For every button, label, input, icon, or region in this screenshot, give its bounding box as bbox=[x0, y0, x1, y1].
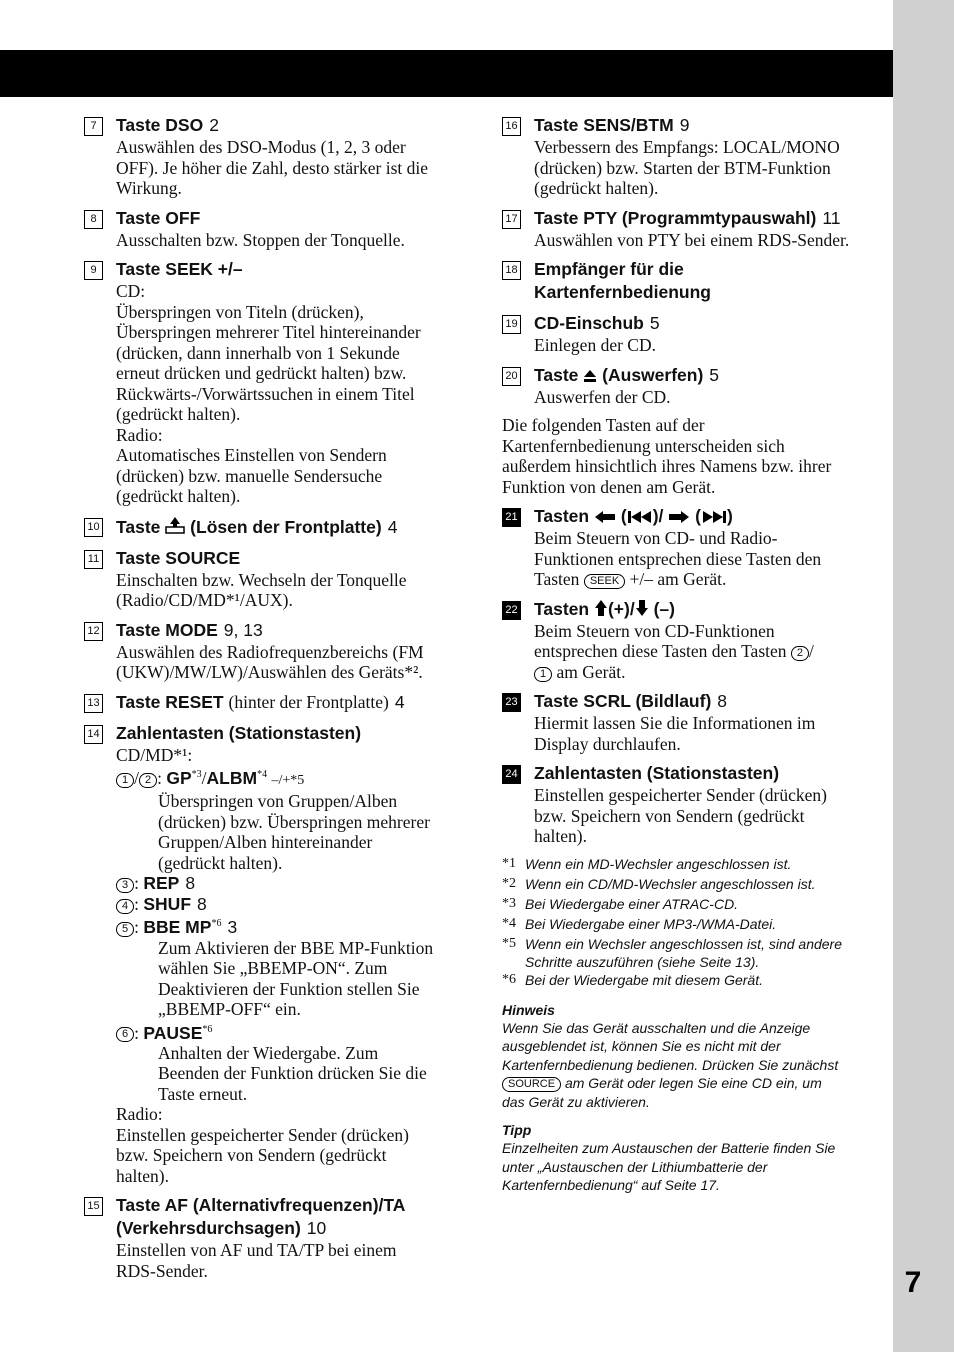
item-body: Einstellen gespeicherter Sender (drücken) bzw. Speichern von Sendern (gedrückt halten). bbox=[534, 785, 827, 846]
item-title: Taste OFF bbox=[116, 207, 201, 228]
seek-key: SEEK bbox=[584, 574, 625, 589]
key-1: 1 bbox=[116, 773, 134, 788]
item-24 bbox=[502, 762, 884, 847]
item-22 bbox=[502, 598, 884, 683]
item-body: Verbessern des Empfangs: LOCAL/MONO (drücken) bzw. Starten der BTM-Funktion (gedrückt halten). bbox=[534, 137, 840, 198]
footnote: *2 Wenn ein CD/MD-Wechsler angeschlossen ist. bbox=[502, 875, 816, 892]
item-title: Taste SENS/BTM 9 bbox=[534, 115, 690, 135]
item-number: 16 bbox=[502, 117, 521, 136]
item-16 bbox=[502, 114, 884, 199]
key-4: 4 bbox=[116, 899, 134, 914]
item-title: Zahlentasten (Stationstasten) bbox=[116, 722, 362, 743]
item-body: Beim Steuern von CD-Funktionen entsprechen diese Tasten den Tasten 2 / 1 am Gerät. bbox=[534, 620, 814, 682]
item-title: Taste SEEK +/– bbox=[116, 259, 243, 279]
previous-track-icon bbox=[627, 510, 653, 524]
item-body: Ausschalten bzw. Stoppen der Tonquelle. bbox=[116, 229, 405, 250]
item-title: Empfänger für die Kartenfernbedienung bbox=[534, 259, 711, 302]
item-number: 11 bbox=[84, 550, 103, 569]
item-number: 12 bbox=[84, 622, 103, 641]
item-body: Einschalten bzw. Wechseln der Tonquelle (Radio/CD/MD*¹/AUX). bbox=[116, 569, 407, 610]
item-9 bbox=[84, 258, 462, 507]
page-number: 7 bbox=[904, 1266, 922, 1299]
item-21 bbox=[502, 505, 884, 590]
item-title: Taste PTY (Programmtypauswahl) 11 bbox=[534, 207, 841, 228]
footnote: *6 Bei der Wiedergabe mit diesem Gerät. bbox=[502, 971, 763, 988]
item-number: 17 bbox=[502, 210, 521, 229]
item-7 bbox=[84, 114, 462, 199]
item-number: 8 bbox=[84, 210, 103, 229]
item-body: Beim Steuern von CD- und Radio- Funktionen entsprechen diese Tasten den Tasten SEEK +/– am Gerät. bbox=[534, 528, 822, 589]
item-number: 7 bbox=[84, 117, 103, 136]
item-body: Einstellen von AF und TA/TP bei einem RDS-Sender. bbox=[116, 1240, 397, 1281]
page-edge-strip bbox=[893, 0, 954, 1352]
item-title: Taste RESET (hinter der Frontplatte) 4 bbox=[116, 691, 405, 712]
item-10 bbox=[84, 515, 462, 539]
footnote: *4 Bei Wiedergabe einer MP3-/WMA-Datei. bbox=[502, 915, 777, 932]
item-number: 18 bbox=[502, 261, 521, 280]
item-body: Auswählen des Radiofrequenzbereichs (FM (UKW)/MW/LW)/Auswählen des Geräts*². bbox=[116, 641, 424, 682]
item-title: Taste SCRL (Bildlauf) 8 bbox=[534, 691, 728, 711]
key-5: 5 bbox=[116, 922, 134, 937]
hinweis-heading: Hinweis bbox=[502, 1001, 555, 1018]
item-body: Auswählen von PTY bei einem RDS-Sender. bbox=[534, 229, 850, 250]
item-17 bbox=[502, 207, 884, 251]
item-number: 15 bbox=[84, 1197, 103, 1216]
item-body: Hiermit lassen Sie die Informationen im Display durchlaufen. bbox=[534, 713, 816, 754]
footnote: *1 Wenn ein MD-Wechsler angeschlossen ist. bbox=[502, 855, 792, 872]
item-20 bbox=[502, 364, 884, 408]
item-body: Auswerfen der CD. bbox=[534, 386, 671, 407]
footnote: *5 Wenn ein Wechsler angeschlossen ist, sind andere Schritte auszuführen (siehe Seite 13). bbox=[502, 935, 842, 970]
item-number: 10 bbox=[84, 518, 103, 537]
item-title: Taste (Lösen der Frontplatte) 4 bbox=[116, 516, 398, 537]
tipp-text: Einzelheiten zum Austauschen der Batterie finden Sie unter „Austauschen der Lithiumbatterie der Kartenfernbedienung“ auf Seite 17. bbox=[502, 1140, 836, 1193]
item-number: 24 bbox=[502, 765, 521, 784]
tipp-heading: Tipp bbox=[502, 1122, 532, 1138]
item-body: Einlegen der CD. bbox=[534, 335, 656, 355]
arrow-right-icon bbox=[668, 510, 690, 524]
source-key: SOURCE bbox=[502, 1077, 561, 1092]
next-track-icon bbox=[701, 510, 727, 524]
item-13 bbox=[84, 691, 462, 714]
footnote: *3 Bei Wiedergabe einer ATRAC-CD. bbox=[502, 895, 739, 912]
item-12 bbox=[84, 619, 462, 683]
key-6: 6 bbox=[116, 1027, 134, 1042]
key-2: 2 bbox=[791, 646, 809, 661]
item-number: 23 bbox=[502, 693, 521, 712]
arrow-left-icon bbox=[594, 510, 616, 524]
item-body: Auswählen des DSO-Modus (1, 2, 3 oder OFF). Je höher die Zahl, desto stärker ist die Wirkung. bbox=[116, 137, 429, 198]
item-number: 22 bbox=[502, 601, 521, 620]
item-8 bbox=[84, 207, 462, 251]
arrow-down-icon bbox=[635, 599, 649, 617]
header-bar bbox=[0, 50, 893, 97]
item-number: 21 bbox=[502, 508, 521, 527]
key-2: 2 bbox=[139, 773, 157, 788]
item-title: CD-Einschub 5 bbox=[534, 313, 660, 333]
item-15 bbox=[84, 1194, 462, 1281]
eject-icon bbox=[583, 369, 597, 383]
item-number: 9 bbox=[84, 261, 103, 280]
item-number: 13 bbox=[84, 694, 103, 713]
item-title: Zahlentasten (Stationstasten) bbox=[534, 763, 780, 783]
key-1: 1 bbox=[534, 667, 552, 682]
item-title: Tasten (+)/ (–) bbox=[534, 598, 675, 619]
left-column bbox=[84, 114, 462, 1289]
item-title: Tasten ( )/ ( ) bbox=[534, 506, 733, 526]
hinweis-text: Wenn Sie das Gerät ausschalten und die Anzeige ausgeblendet ist, können Sie es nicht mit der Kartenfernbedienung bedienen. Drücken Sie zunächst SOURCE am Gerät oder legen Sie eine CD ein, um das Gerät zu aktivieren. bbox=[502, 1019, 839, 1110]
item-18 bbox=[502, 258, 884, 304]
key-3: 3 bbox=[116, 878, 134, 893]
remote-intro-paragraph: Die folgenden Tasten auf der Kartenfernbedienung unterscheiden sich außerdem hinsichtlich ihres Namens bzw. ihrer Funktion von denen am Gerät. bbox=[502, 415, 832, 497]
item-title: Taste DSO 2 bbox=[116, 115, 219, 135]
item-title: Taste AF (Alternativfrequenzen)/TA (Verkehrsdurchsagen) 10 bbox=[116, 1195, 406, 1239]
item-body: CD: Überspringen von Titeln (drücken), Überspringen mehrerer Titel hintereinander (drücken, dann innerhalb von 1 Sekunde erneut drücken und gedrückt halten) bzw. Rückwärts-/Vorwärtssuchen in einem Titel (gedrückt halten). Radio: Automatisches Einstellen von Sendern (drücken) bzw. manuelle Sendersuche (gedrückt halten). bbox=[116, 281, 421, 506]
item-19 bbox=[502, 312, 884, 356]
release-faceplate-icon bbox=[165, 515, 185, 535]
item-number: 14 bbox=[84, 725, 103, 744]
item-14 bbox=[84, 722, 462, 1187]
item-body: CD/MD*¹: 1 / 2 : GP$^{*3}$/ALBM$^{*4}$ –/+*5 Überspringen von Gruppen/Alben (drücken) bzw. Überspringen mehrerer Gruppen/Alben hintereinander (gedrückt halten). 3 : REP 8 4 : SHUF 8 5 : BBE MP$^{*6}$ 3 Zum Aktivieren der BBE MP-Funktion wählen Sie „BBEMP-ON“. Zum Deaktivieren der Funktion stellen Sie „BBEMP-OFF“ ein. 6 : PAUSE$^{*6}$ Anhalten der Wiedergabe. Zum Beenden der Funktion drücken Sie die Taste erneut. Radio: Einstellen gespeicherter Sender (drücken) bzw. Speichern von Sendern (gedrückt halten). bbox=[116, 744, 434, 1186]
arrow-up-icon bbox=[594, 599, 608, 617]
item-number: 20 bbox=[502, 367, 521, 386]
item-11 bbox=[84, 547, 462, 611]
item-title: Taste SOURCE bbox=[116, 547, 241, 568]
footnotes bbox=[502, 855, 884, 991]
item-title: Taste MODE 9, 13 bbox=[116, 619, 263, 640]
item-number: 19 bbox=[502, 315, 521, 334]
right-column bbox=[502, 114, 884, 1195]
item-title: Taste (Auswerfen) 5 bbox=[534, 364, 720, 385]
item-23 bbox=[502, 690, 884, 754]
